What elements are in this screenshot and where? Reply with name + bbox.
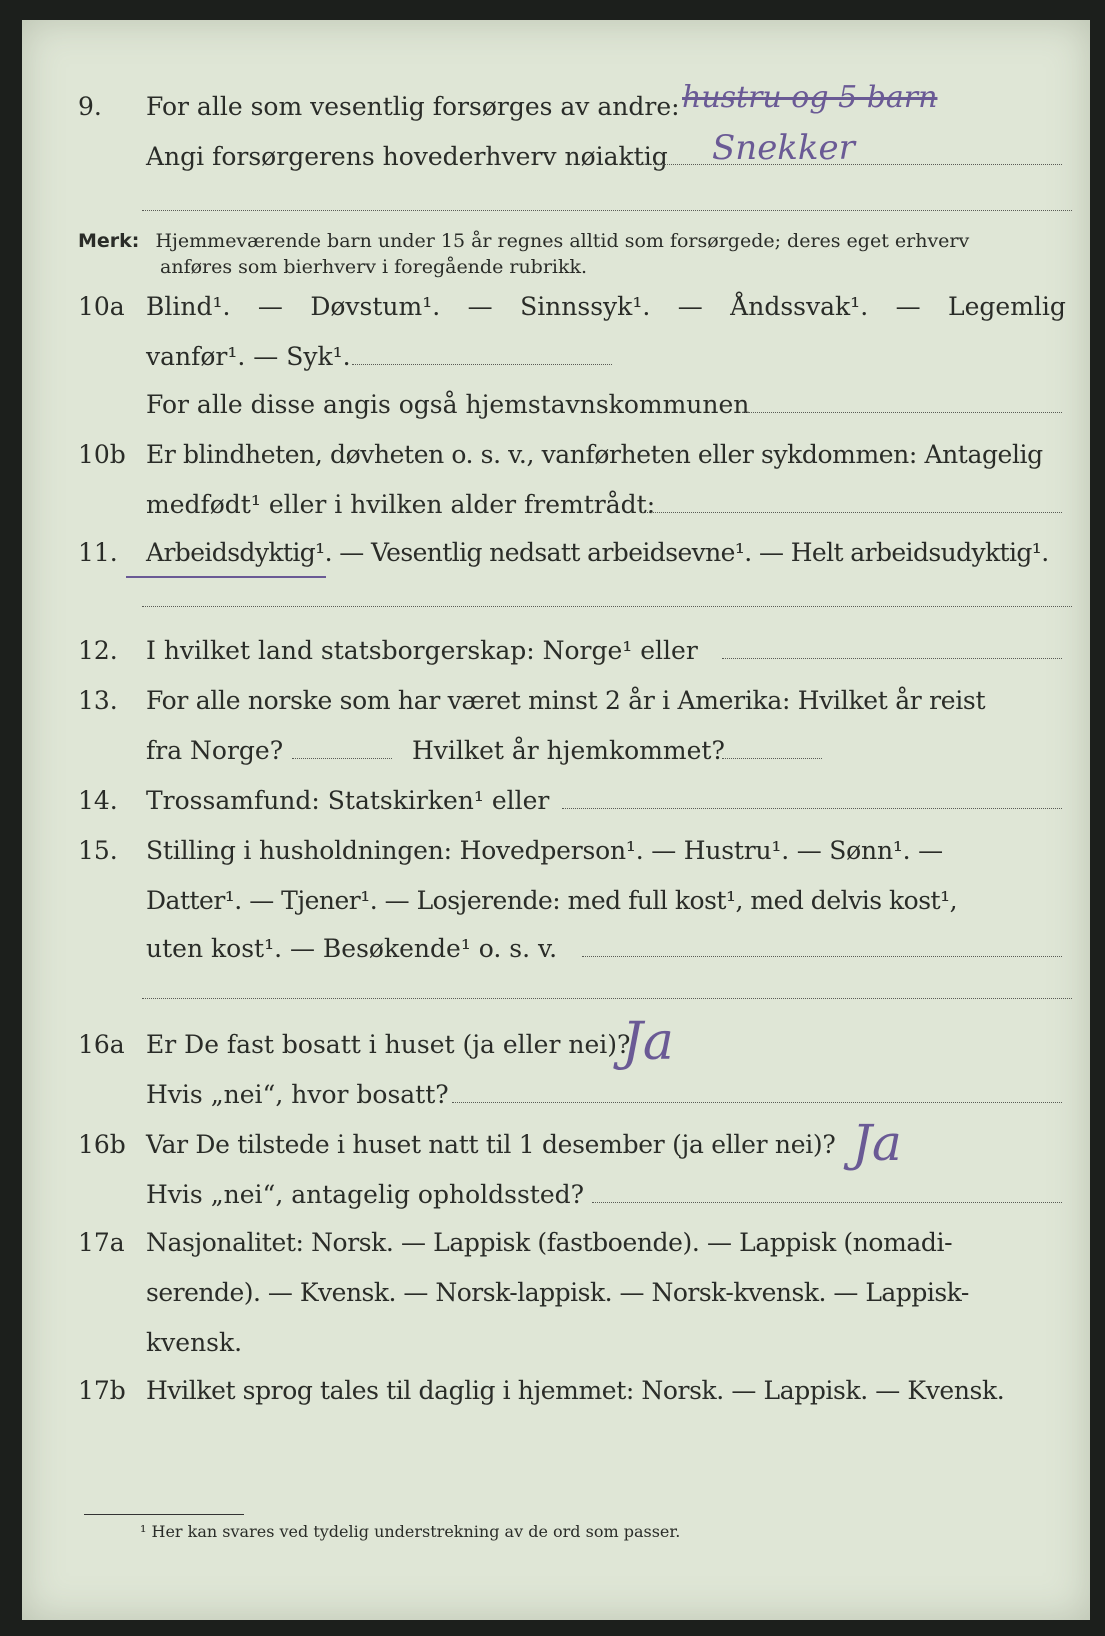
q10b-alder: medfødt¹ eller i hvilken alder fremtrådt: bbox=[146, 490, 656, 519]
q15-number: 15. bbox=[78, 836, 118, 865]
q15-extra-line[interactable] bbox=[142, 998, 1072, 999]
q17b-options: Hvilket sprog tales til daglig i hjemmet: Norsk. — Lappisk. — Kvensk. bbox=[146, 1376, 1005, 1405]
q10b-field[interactable] bbox=[642, 490, 1062, 513]
q10a-opt-blind: Blind¹. bbox=[146, 292, 231, 321]
q10a-opt-dovstum: Døvstum¹. bbox=[310, 292, 441, 321]
census-form-page bbox=[22, 20, 1090, 1620]
footnote-rule bbox=[84, 1514, 244, 1515]
q14-number: 14. bbox=[78, 786, 118, 815]
q11-underline-mark bbox=[126, 572, 326, 578]
q12-number: 12. bbox=[78, 636, 118, 665]
q15-options-1: Stilling i husholdningen: Hovedperson¹. — Hustru¹. — Sønn¹. — bbox=[146, 836, 943, 865]
q16b-prompt: Var De tilstede i huset natt til 1 desember (ja eller nei)? bbox=[146, 1130, 836, 1159]
q10a-options bbox=[146, 292, 1066, 322]
q16b-answer: Ja bbox=[852, 1114, 902, 1172]
q9-occupation-prompt: Angi forsørgerens hovederhverv nøiaktig bbox=[146, 142, 668, 171]
merk-text-2: anføres som bierhverv i foregående rubrikk. bbox=[160, 256, 588, 278]
merk-note-1 bbox=[78, 228, 969, 254]
q10b-prompt: Er blindheten, døvheten o. s. v., vanførheten eller sykdommen: Antagelig bbox=[146, 440, 1043, 469]
q10a-number: 10a bbox=[78, 292, 125, 321]
q16b-opphold: Hvis „nei“, antagelig opholdssted? bbox=[146, 1180, 585, 1209]
q10b-number: 10b bbox=[78, 440, 126, 469]
q10a-opt-andssvak: Åndssvak¹. bbox=[730, 292, 869, 321]
q16a-prompt: Er De fast bosatt i huset (ja eller nei)? bbox=[146, 1030, 631, 1059]
q13-reist-field[interactable] bbox=[292, 736, 392, 759]
dash: — bbox=[895, 292, 921, 321]
q13-prompt: For alle norske som har været minst 2 år i Amerika: Hvilket år reist bbox=[146, 686, 986, 715]
q17a-number: 17a bbox=[78, 1228, 125, 1257]
q16b-field[interactable] bbox=[592, 1180, 1062, 1203]
q16a-answer: Ja bbox=[622, 1012, 674, 1072]
q16b-number: 16b bbox=[78, 1130, 126, 1159]
q9-answer-occupation: Snekker bbox=[712, 128, 855, 168]
dash: — bbox=[467, 292, 493, 321]
q14-field[interactable] bbox=[562, 786, 1062, 809]
q16a-field[interactable] bbox=[452, 1080, 1062, 1103]
q16a-bosatt: Hvis „nei“, hvor bosatt? bbox=[146, 1080, 449, 1109]
q11-number: 11. bbox=[78, 538, 118, 567]
q15-options-2: Datter¹. — Tjener¹. — Losjerende: med full kost¹, med delvis kost¹, bbox=[146, 886, 958, 915]
q17a-options-1: Nasjonalitet: Norsk. — Lappisk (fastboende). — Lappisk (nomadi- bbox=[146, 1228, 953, 1257]
q9-answer-dependents: hustru og 5 barn bbox=[682, 80, 938, 115]
q13-reist: fra Norge? bbox=[146, 736, 284, 765]
q10a-opt-sinnssyk: Sinnssyk¹. bbox=[520, 292, 651, 321]
q12-prompt: I hvilket land statsborgerskap: Norge¹ eller bbox=[146, 636, 698, 665]
q10a-field[interactable] bbox=[352, 342, 612, 365]
q12-field[interactable] bbox=[722, 636, 1062, 659]
q10a-vanfor: vanfør¹. — Syk¹. bbox=[146, 342, 351, 371]
q9-number: 9. bbox=[78, 92, 102, 121]
q13-number: 13. bbox=[78, 686, 118, 715]
footnote: ¹ Her kan svares ved tydelig understrekning av de ord som passer. bbox=[140, 1522, 681, 1541]
q17b-number: 17b bbox=[78, 1376, 126, 1405]
merk-label: Merk: bbox=[78, 230, 140, 252]
dash: — bbox=[677, 292, 703, 321]
q17a-options-2: serende). — Kvensk. — Norsk-lappisk. — Norsk-kvensk. — Lappisk- bbox=[146, 1278, 969, 1307]
q10a-hjemstavn-field[interactable] bbox=[742, 390, 1062, 413]
q16a-number: 16a bbox=[78, 1030, 125, 1059]
q10a-opt-legemlig: Legemlig bbox=[948, 292, 1066, 321]
q9-prompt: For alle som vesentlig forsørges av andre: bbox=[146, 92, 680, 121]
q11-options: Arbeidsdyktig¹. — Vesentlig nedsatt arbeidsevne¹. — Helt arbeidsudyktig¹. bbox=[146, 538, 1049, 567]
q15-options-3: uten kost¹. — Besøkende¹ o. s. v. bbox=[146, 934, 558, 963]
q15-field[interactable] bbox=[582, 934, 1062, 957]
q13-hjemkommet-field[interactable] bbox=[722, 736, 822, 759]
q17a-options-3: kvensk. bbox=[146, 1328, 243, 1357]
q10a-hjemstavn: For alle disse angis også hjemstavnskommunen bbox=[146, 390, 750, 419]
q13-hjemkommet: Hvilket år hjemkommet? bbox=[412, 736, 725, 765]
q14-prompt: Trossamfund: Statskirken¹ eller bbox=[146, 786, 550, 815]
dash: — bbox=[257, 292, 283, 321]
merk-text-1: Hjemmeværende barn under 15 år regnes alltid som forsørgede; deres eget erhverv bbox=[155, 230, 970, 252]
q9-extra-line[interactable] bbox=[142, 210, 1072, 211]
q11-extra-line[interactable] bbox=[142, 606, 1072, 607]
